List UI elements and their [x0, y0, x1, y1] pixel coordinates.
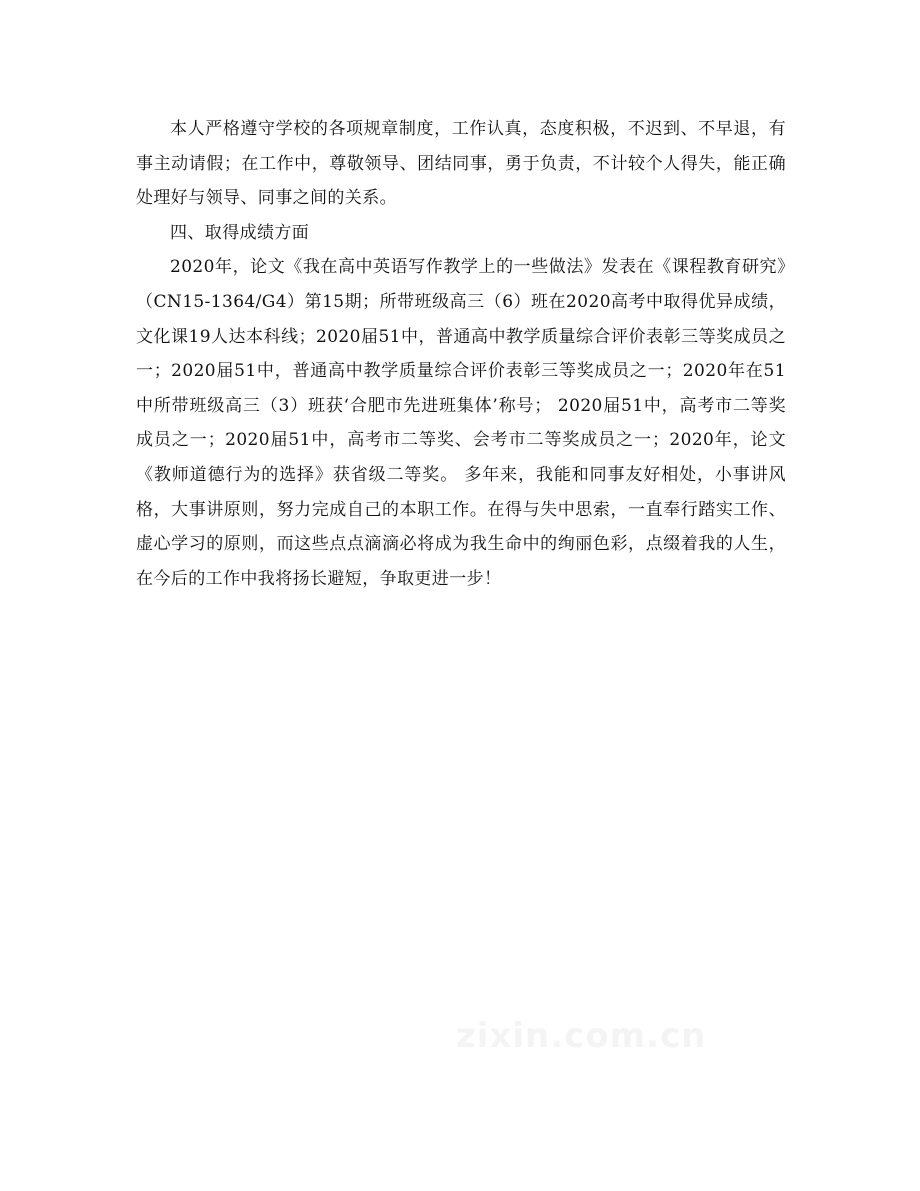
paragraph-achievements: 2020年，论文《我在高中英语写作教学上的一些做法》发表在《课程教育研究》（CN15-1364/G4）第15期；所带班级高三（6）班在2020高考中取得优异成绩，文化课19人达本科线；2020届51中，普通高中教学质量综合评价表彰三等奖成员之一；2020届51中，普通高中教学质量综合评价表彰三等奖成员之一；2020年在51中所带班级高三（3）班获‘合肥市先进班集体’称号； 2020届51中，高考市二等奖成员之一；2020届51中，高考市二等奖、会考市二等奖成员之一；2020年，论文《教师道德行为的选择》获省级二等奖。 多年来，我能和同事友好相处，小事讲风格，大事讲原则，努力完成自己的本职工作。在得与失中思索，一直奉行踏实工作、虚心学习的原则，而这些点点滴滴必将成为我生命中的绚丽色彩，点缀着我的人生，在今后的工作中我将扬长避短，争取更进一步！ [136, 257, 786, 589]
paragraph-conduct: 本人严格遵守学校的各项规章制度，工作认真，态度积极，不迟到、不早退，有事主动请假；在工作中，尊敬领导、团结同事，勇于负责，不计较个人得失，能正确处理好与领导、同事之间的关系。 [136, 119, 786, 209]
watermark-text: zixin.com.cn [456, 1016, 707, 1056]
document-body [136, 112, 786, 596]
section-heading-achievements: 四、取得成绩方面 [170, 222, 310, 243]
